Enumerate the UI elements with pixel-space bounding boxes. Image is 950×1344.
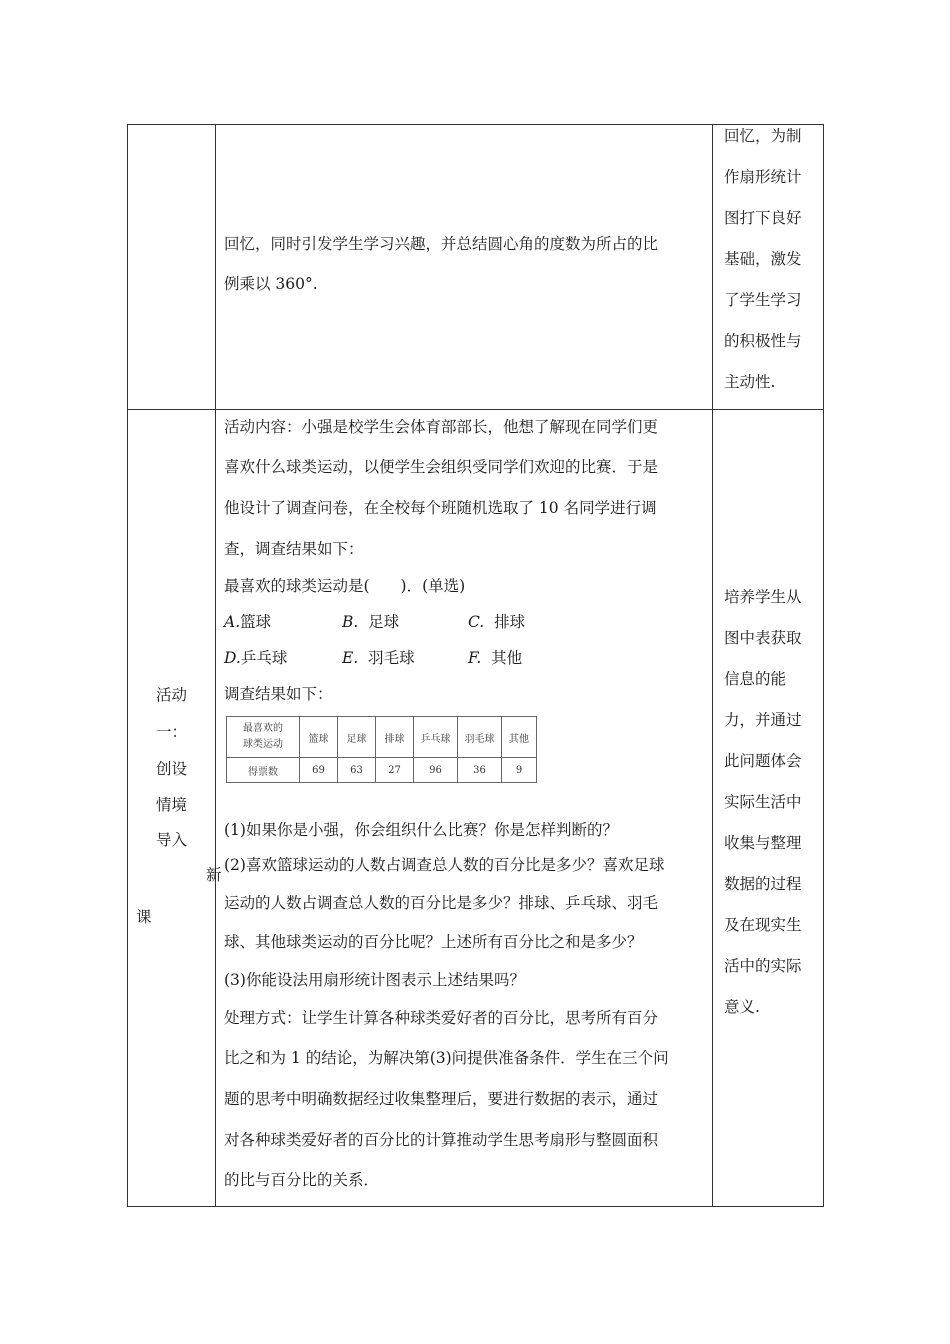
intent-line: 培养学生从 (724, 588, 802, 606)
header-label-line: 球类运动 (243, 739, 283, 750)
option-f (468, 646, 522, 668)
option-letter: A. (224, 613, 241, 631)
intent-line: 基础，激发 (724, 250, 802, 268)
results-title: 调查结果如下： (224, 685, 333, 703)
survey-value: 63 (338, 758, 376, 783)
column-divider-left (215, 125, 216, 1206)
question-line: 球、其他球类运动的百分比呢？上述所有百分比之和是多少？ (224, 933, 643, 951)
activity-label-line: 活动 (156, 686, 188, 704)
intent-line: 的积极性与 (724, 332, 802, 350)
option-text: 其他 (491, 649, 523, 667)
option-text: 羽毛球 (368, 649, 415, 667)
intro-line: 他设计了调查问卷，在全校每个班随机选取了 10 名同学进行调 (224, 499, 657, 517)
top-content-line: 例乘以 360°. (224, 275, 318, 293)
intent-line: 图中表获取 (724, 629, 802, 647)
column-divider-right (712, 125, 713, 1206)
intro-line: 查，调查结果如下： (224, 540, 364, 558)
intro-line: 喜欢什么球类运动，以便学生会组织受同学们欢迎的比赛．于是 (224, 458, 659, 476)
question-line: (3)你能设法用扇形统计图表示上述结果吗？ (224, 971, 525, 989)
method-line: 题的思考中明确数据经过收集整理后，要进行数据的表示，通过 (224, 1090, 659, 1108)
intent-line: 主动性. (724, 373, 776, 391)
top-intent-cell (724, 116, 820, 403)
activity-intent-cell (724, 577, 820, 1028)
survey-value: 96 (414, 758, 458, 783)
survey-header-row (227, 717, 537, 758)
intent-line: 实际生活中 (724, 793, 802, 811)
intent-line: 意义. (724, 998, 760, 1016)
survey-column-header: 乒乓球 (414, 717, 458, 758)
activity-label-lesson: 课 (136, 908, 152, 926)
header-label-line: 最喜欢的 (243, 723, 283, 734)
survey-value: 69 (300, 758, 338, 783)
option-letter: E. (342, 649, 359, 667)
survey-column-header: 其他 (502, 717, 537, 758)
option-d (224, 646, 287, 668)
method-line: 对各种球类爱好者的百分比的计算推动学生思考扇形与整圆面积 (224, 1131, 659, 1149)
intent-line: 作扇形统计 (724, 168, 802, 186)
survey-column-header: 排球 (376, 717, 414, 758)
intent-line: 了学生学习 (724, 291, 802, 309)
option-b (342, 610, 399, 632)
survey-value-row (227, 758, 537, 783)
question-line: (2)喜欢篮球运动的人数占调查总人数的百分比是多少？喜欢足球 (224, 856, 665, 874)
method-line: 的比与百分比的关系． (224, 1171, 380, 1189)
survey-value: 36 (458, 758, 502, 783)
option-text: 乒乓球 (240, 649, 288, 667)
intent-line: 力，并通过 (724, 711, 802, 729)
option-text: 足球 (368, 613, 400, 631)
intent-line: 信息的能 (724, 670, 787, 688)
survey-column-header: 足球 (338, 717, 376, 758)
option-text: 排球 (494, 613, 526, 631)
intent-line: 图打下良好 (724, 209, 802, 227)
method-line: 处理方式：让学生计算各种球类爱好者的百分比，思考所有百分 (224, 1009, 659, 1027)
survey-header-label (227, 717, 300, 758)
survey-row-label: 得票数 (227, 758, 300, 783)
option-c (468, 610, 525, 632)
lesson-table (127, 124, 824, 1207)
intent-line: 活中的实际 (724, 957, 802, 975)
survey-value: 9 (502, 758, 537, 783)
intro-line: 活动内容：小强是校学生会体育部部长，他想了解现在同学们更 (224, 418, 659, 436)
survey-question: 最喜欢的球类运动是( )．(单选) (224, 577, 466, 595)
activity-label-new: 新 (206, 866, 222, 884)
method-line: 比之和为 1 的结论，为解决第(3)问提供准备条件．学生在三个问 (224, 1049, 669, 1067)
option-e (342, 646, 415, 668)
activity-label-line: 一： (156, 723, 188, 741)
intent-line: 收集与整理 (724, 834, 802, 852)
option-letter: B. (342, 613, 359, 631)
option-a (224, 610, 271, 632)
top-content-line: 回忆，同时引发学生学习兴趣，并总结圆心角的度数为所占的比 (224, 235, 659, 253)
intent-line: 此问题体会 (724, 752, 802, 770)
option-letter: F. (468, 649, 482, 667)
activity-label-line: 情境 (156, 796, 188, 814)
intent-line: 及在现实生 (724, 916, 802, 934)
option-letter: D. (224, 649, 241, 667)
activity-label-line: 导入 (156, 831, 188, 849)
question-line: (1)如果你是小强，你会组织什么比赛？你是怎样判断的？ (224, 821, 618, 839)
intent-line: 回忆，为制 (724, 127, 802, 145)
survey-column-header: 篮球 (300, 717, 338, 758)
survey-value: 27 (376, 758, 414, 783)
survey-results-table (226, 716, 537, 783)
row-divider (128, 409, 823, 410)
option-text: 篮球 (240, 613, 272, 631)
option-letter: C. (468, 613, 485, 631)
survey-column-header: 羽毛球 (458, 717, 502, 758)
question-line: 运动的人数占调查总人数的百分比是多少？排球、乒乓球、羽毛 (224, 894, 659, 912)
activity-label-line: 创设 (156, 760, 188, 778)
intent-line: 数据的过程 (724, 875, 802, 893)
